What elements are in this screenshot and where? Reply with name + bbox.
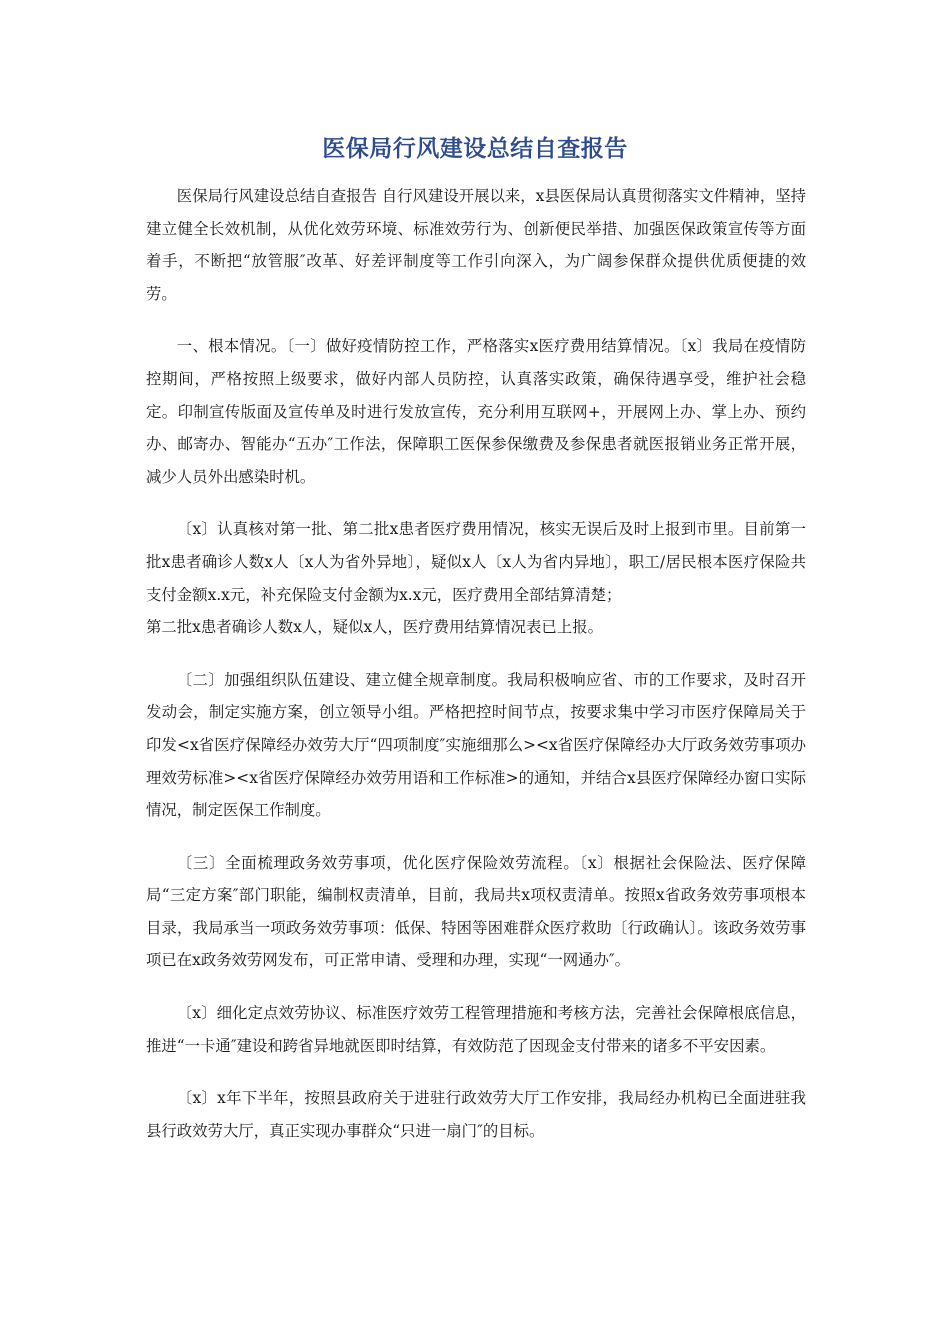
paragraph-section-1: 一、根本情况。〔一〕做好疫情防控工作，严格落实x医疗费用结算情况。〔x〕我局在疫情防控期间，严格按照上级要求，做好内部人员防控，认真落实政策，确保待遇享受，维护社会稳定。印制宣传版面及宣传单及时进行发放宣传，充分利用互联网+，开展网上办、掌上办、预约办、邮寄办、智能办“五办″工作法，保障职工医保参保缴费及参保患者就医报销业务正常开展，减少人员外出感染时机。 xyxy=(146,337,806,486)
paragraph-second-batch: 第二批x患者确诊人数x人，疑似x人，医疗费用结算情况表已上报。 xyxy=(146,618,603,637)
document-title: 医保局行风建设总结自查报告 xyxy=(322,136,628,162)
paragraph-service-agreement: 〔x〕细化定点效劳协议、标准医疗效劳工程管理措施和考核方法，完善社会保障根底信息，推进“一卡通″建设和跨省异地就医即时结算，有效防范了因现金支付带来的诸多不平安因素。 xyxy=(146,1004,806,1055)
paragraph-section-2: 〔二〕加强组织队伍建设、建立健全规章制度。我局积极响应省、市的工作要求，及时召开发动会，制定实施方案，创立领导小组。严格把控时间节点，按要求集中学习市医疗保障局关于印发<x省医疗保障经办效劳大厅“四项制度″实施细那么><x省医疗保障经办大厅政务效劳事项办理效劳标准><x省医疗保障经办效劳用语和工作标准>的通知，并结合x县医疗保障经办窗口实际情况，制定医保工作制度。 xyxy=(146,670,806,820)
paragraph-batch-verification: 〔x〕认真核对第一批、第二批x患者医疗费用情况，核实无误后及时上报到市里。目前第一批x患者确诊人数x人〔x人为省外异地〕，疑似x人〔x人为省内异地〕，职工/居民根本医疗保险共支付金额x.x元，补充保险支付金额为x.x元，医疗费用全部结算清楚； xyxy=(146,520,806,604)
paragraph-service-hall: 〔x〕x年下半年，按照县政府关于进驻行政效劳大厅工作安排，我局经办机构已全面进驻我县行政效劳大厅，真正实现办事群众“只进一扇门″的目标。 xyxy=(146,1089,806,1140)
paragraph-section-3: 〔三〕全面梳理政务效劳事项，优化医疗保险效劳流程。〔x〕根据社会保险法、医疗保障局“三定方案″部门职能，编制权责清单，目前，我局共x项权责清单。按照x省政务效劳事项根本目录，我局承当一项政务效劳事项：低保、特困等困难群众医疗救助〔行政确认〕。该政务效劳事项已在x政务效劳网发布，可正常申请、受理和办理，实现“一网通办″。 xyxy=(146,853,806,970)
document-body xyxy=(146,180,806,1167)
paragraph-intro: 医保局行风建设总结自查报告 自行风建设开展以来，x县医保局认真贯彻落实文件精神，坚持建立健全长效机制，从优化效劳环境、标准效劳行为、创新便民举措、加强医保政策宣传等方面着手，不断把“放管服″改革、好差评制度等工作引向深入，为广阔参保群众提供优质便捷的效劳。 xyxy=(146,187,806,303)
